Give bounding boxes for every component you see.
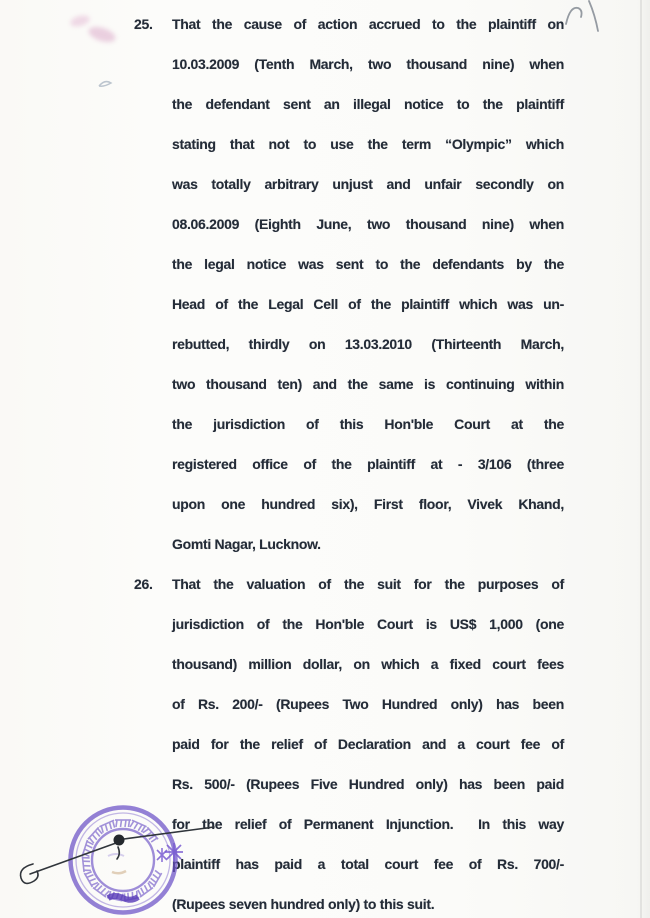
text-line — [172, 844, 564, 884]
text-line — [172, 644, 564, 684]
text-line-content: rebutted, thirdly on 13.03.2010 (Thirteenth March, — [172, 336, 564, 352]
court-stamp-icon — [60, 798, 190, 918]
text-line-content: Rs. 500/- (Rupees Five Hundred only) has been paid — [172, 776, 564, 792]
text-line-content: of Rs. 200/- (Rupees Two Hundred only) has been — [172, 696, 564, 712]
text-line-content: jurisdiction of the Hon'ble Court is US$ 1,000 (one — [172, 616, 564, 632]
text-line — [172, 124, 564, 164]
stamp-middle-ring — [76, 813, 170, 907]
text-line-content: Gomti Nagar, Lucknow. — [172, 536, 321, 552]
text-line-content: for the relief of Permanent Injunction. In this way — [172, 816, 564, 832]
text-line — [134, 564, 564, 604]
text-line — [172, 764, 564, 804]
text-line — [172, 724, 564, 764]
text-line — [172, 404, 564, 444]
text-line-content: plaintiff has paid a total court fee of Rs. 700/- — [172, 856, 564, 872]
paragraph-number: 25. — [134, 16, 153, 32]
ink-speck — [99, 82, 111, 87]
paragraph-number: 26. — [134, 576, 153, 592]
text-line — [172, 364, 564, 404]
text-line-content: two thousand ten) and the same is continuing within — [172, 376, 564, 392]
text-line — [172, 524, 564, 564]
text-line-content: That the valuation of the suit for the purposes of — [172, 576, 564, 592]
text-line — [172, 324, 564, 364]
ink-smudge — [87, 24, 118, 45]
text-line — [172, 164, 564, 204]
stamp-inner-mark — [108, 854, 124, 856]
text-line-content: paid for the relief of Declaration and a court fee of — [172, 736, 564, 752]
text-line-content: the legal notice was sent to the defendants by the — [172, 256, 564, 272]
text-line-content: That the cause of action accrued to the plaintiff on — [172, 16, 564, 32]
text-line — [172, 44, 564, 84]
star-mark — [157, 848, 167, 862]
text-line-content: upon one hundred six), First floor, Vivek Khand, — [172, 496, 564, 512]
text-line — [172, 204, 564, 244]
text-line — [172, 604, 564, 644]
text-line-content: was totally arbitrary unjust and unfair secondly on — [172, 176, 564, 192]
text-line-content: 08.06.2009 (Eighth June, two thousand nine) when — [172, 216, 564, 232]
stamp-inner-ring — [92, 829, 154, 891]
text-line-content: stating that not to use the term “Olympic” which — [172, 136, 564, 152]
text-column — [134, 4, 564, 918]
text-line — [172, 684, 564, 724]
scan-edge-shadow — [640, 0, 642, 918]
text-line-content: 10.03.2009 (Tenth March, two thousand nine) when — [172, 56, 564, 72]
ink-smudge — [69, 14, 91, 29]
text-line — [172, 484, 564, 524]
text-line-content: the jurisdiction of this Hon'ble Court at the — [172, 416, 564, 432]
text-line-content: registered office of the plaintiff at - 3/106 (three — [172, 456, 564, 472]
text-line-content: (Rupees seven hundred only) to this suit. — [172, 896, 435, 912]
text-line — [172, 284, 564, 324]
text-line-content: Head of the Legal Cell of the plaintiff which was un- — [172, 296, 564, 312]
text-line — [172, 444, 564, 484]
text-line — [172, 804, 564, 844]
text-line — [172, 84, 564, 124]
text-line — [172, 884, 564, 918]
text-line — [134, 4, 564, 44]
text-line-content: thousand) million dollar, on which a fixed court fees — [172, 656, 564, 672]
stamp-bottom-word — [108, 896, 138, 900]
stamp-inner-mark — [112, 871, 126, 873]
text-line — [172, 244, 564, 284]
stamp-rim-text — [82, 820, 161, 901]
handwritten-mark — [566, 1, 598, 31]
text-line-content: the defendant sent an illegal notice to the plaintiff — [172, 96, 564, 112]
